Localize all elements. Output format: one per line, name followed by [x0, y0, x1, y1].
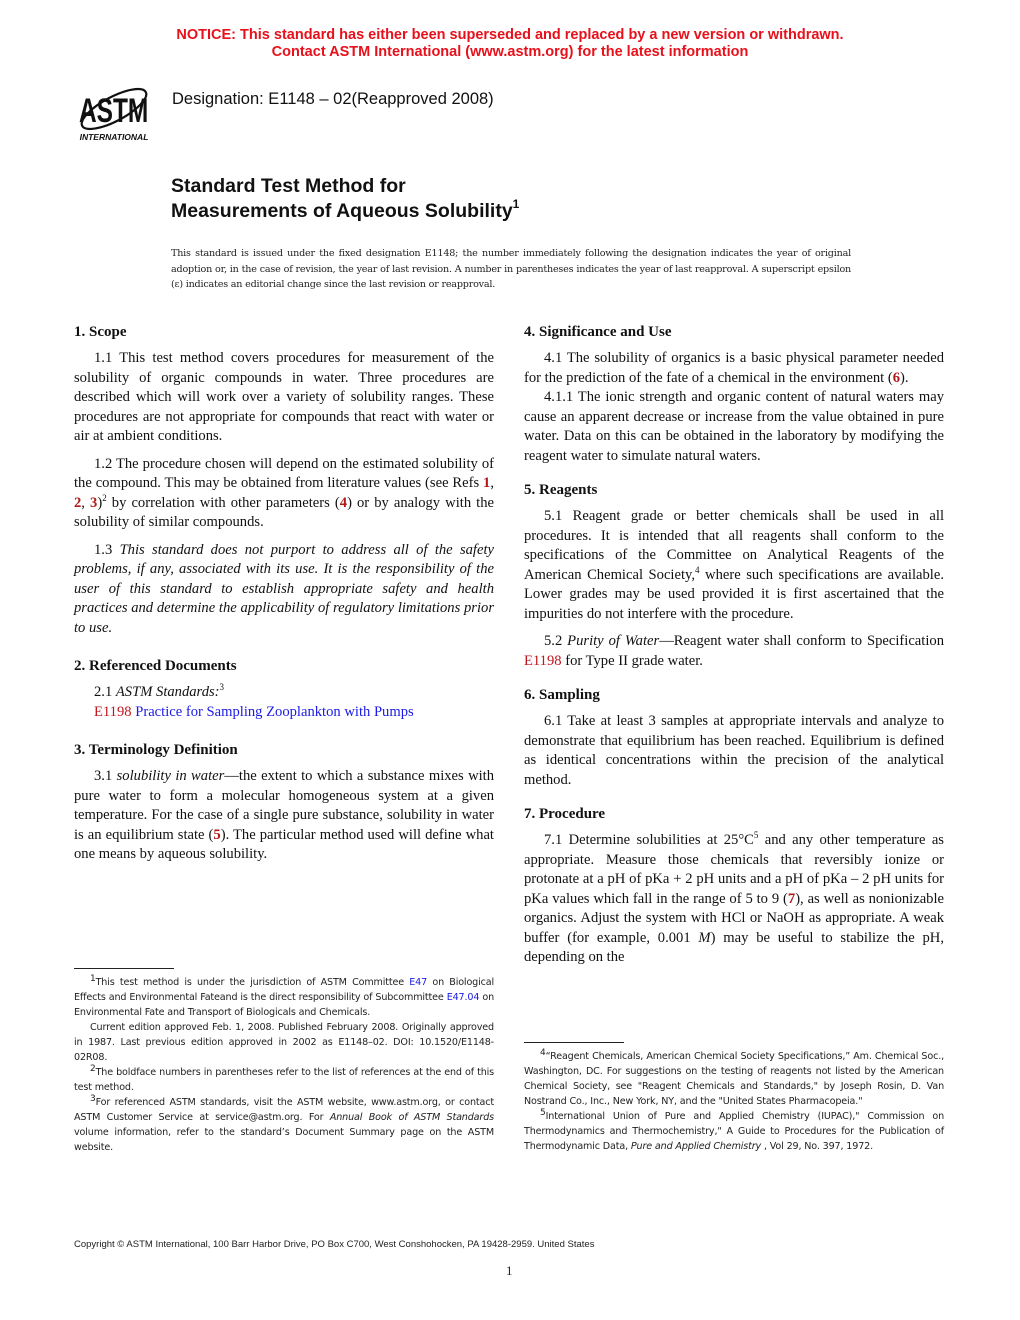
para-1-3: 1.3 This standard does not purport to address all of the safety problems, if any, associated with its use. It is the responsibility of the user of this standard to establish appropriate safety and health practices and determine the applicability of regulatory limitations prior to use.	[74, 541, 494, 636]
footnote-5: $^5$International Union of Pure and Applied Chemistry (IUPAC)," Commission on Thermodynamics and Thermochemistry," A Guide to Procedures for the Publication of Thermodynamic Data, Pure and Applied Chemistry , Vol 29, No. 397, 1972.	[524, 1107, 944, 1152]
ref-link-4[interactable]: 4	[339, 494, 348, 511]
svg-text:ASTM: ASTM	[78, 92, 149, 131]
para-4-1-1: 4.1.1 The ionic strength and organic content of natural waters may cause an apparent decrease or increase from the value obtained in pure water. Data on this can be obtained in the laboratory by modifying the reagent water to simulate natural waters.	[524, 389, 944, 464]
section-heading-sampling: 6. Sampling	[524, 687, 600, 703]
para-5-1: 5.1 Reagent grade or better chemicals shall be used in all procedures. It is intended that all reagents shall conform to the specifications of the Committee on Analytical Reagents of the American Chemical Society,$^4$ where such specifications are available. Lower grades may be used provided it is first ascertained that the impurities do not interfere with the procedure.	[524, 508, 944, 622]
doc-title-link[interactable]: Practice for Sampling Zooplankton with Pumps	[135, 703, 414, 720]
spec-link-e1198[interactable]: E1198	[524, 652, 562, 669]
footnote-1-edition: Current edition approved Feb. 1, 2008. Published February 2008. Originally approved in 1987. Last previous edition approved in 2002 as E1148–02. DOI: 10.1520/E1148-02R08.	[74, 1022, 494, 1063]
footnote-4: $^4$“Reagent Chemicals, American Chemical Society Specifications,” Am. Chemical Soc., Washington, DC. For suggestions on the testing of reagents not listed by the American Chemical Society, see "Reagent Chemicals and Standards," by Joseph Rosin, D. Van Nostrand Co., Inc., New York, NY, and the "United States Pharmacopeia."	[524, 1047, 944, 1107]
footnote-mark-4[interactable]: 4	[695, 564, 700, 575]
ref-link-2[interactable]: 2	[74, 494, 82, 511]
section-heading-reagents: 5. Reagents	[524, 482, 598, 498]
document-title	[171, 174, 519, 224]
footnote-divider-left	[74, 968, 174, 969]
ref-link-1[interactable]: 1	[483, 475, 491, 491]
section-heading-procedure: 7. Procedure	[524, 806, 606, 822]
ref-link-3[interactable]: 3	[90, 494, 98, 511]
ref-link-5[interactable]: 5	[213, 826, 221, 843]
para-5-2: 5.2 Purity of Water—Reagent water shall conform to Specification E1198 for Type II grade water.	[524, 633, 944, 669]
left-column	[74, 322, 494, 873]
para-4-1: 4.1 The solubility of organics is a basic physical parameter needed for the prediction of the fate of a chemical in the environment (6).	[524, 350, 944, 386]
footnote-2: $^2$The boldface numbers in parentheses refer to the list of references at the end of this test method.	[74, 1063, 494, 1093]
footnote-mark-3[interactable]: 3	[219, 682, 225, 693]
para-3-1: 3.1 solubility in water—the extent to which a substance mixes with pure water to form a molecular homogeneous system at a given temperature. For the case of a single pure substance, solubility in water is an equilibrium state (5). The particular method used will define what one means by aqueous solubility.	[74, 768, 495, 862]
footnote-divider-right	[524, 1042, 624, 1043]
footnote-mark-2[interactable]: 2	[102, 492, 107, 503]
svg-text:INTERNATIONAL: INTERNATIONAL	[79, 132, 149, 142]
footnotes-right	[524, 1049, 944, 1154]
para-2-1: 2.1 ASTM Standards:$^3$	[94, 682, 225, 700]
section-heading-significance: 4. Significance and Use	[524, 324, 672, 340]
title-line-1: Standard Test Method for	[171, 175, 406, 197]
committee-link-e47[interactable]: E47	[409, 977, 428, 988]
right-column	[524, 322, 944, 976]
designation: Designation: E1148 – 02(Reapproved 2008)	[172, 90, 494, 108]
para-1-2: 1.2 The procedure chosen will depend on the estimated solubility of the compound. This may be obtained from literature values (see Refs 1, 2, 3)$^2$ by correlation with other parameters (4) or by analogy with the solubility of similar compounds.	[74, 455, 495, 530]
section-heading-scope: 1. Scope	[74, 324, 127, 340]
para-6-1: 6.1 Take at least 3 samples at appropriate intervals and analyze to demonstrate that equilibrium has been reached. Equilibrium is defined as identical concentrations within the precision of the analytical method.	[524, 713, 944, 788]
ref-link-6[interactable]: 6	[892, 369, 901, 386]
preamble: This standard is issued under the fixed designation E1148; the number immediately following the designation indicates the year of original adoption or, in the case of revision, the year of last revision. A number in parentheses indicates the year of last reapproval. A superscript epsilon (ε) indicates an editorial change since the last revision or reapproval.	[171, 248, 851, 290]
page-number: 1	[506, 1263, 513, 1278]
footnote-mark-5[interactable]: 5	[753, 830, 759, 841]
notice-line-1: NOTICE: This standard has either been superseded and replaced by a new version or withdrawn.	[176, 27, 844, 43]
title-footnote-mark[interactable]: 1	[512, 196, 520, 211]
title-line-2: Measurements of Aqueous Solubility$^1$	[171, 196, 520, 222]
doc-code-link[interactable]: E1198	[94, 703, 132, 720]
footnote-1: $^1$This test method is under the jurisdiction of ASTM Committee E47 on Biological Effects and Environmental Fateand is the direct responsibility of Subcommittee E47.04 on Environmental Fate and Transport of Biologicals and Chemicals.	[74, 973, 494, 1018]
referenced-document-e1198[interactable]	[74, 703, 494, 723]
copyright-footer: Copyright © ASTM International, 100 Barr Harbor Drive, PO Box C700, West Conshohocken, PA 19428-2959. United States	[74, 1239, 595, 1250]
para-1-1: 1.1 This test method covers procedures for measurement of the solubility of organic compounds in water. Three procedures are described which will work over a variety of solubility ranges. These procedures are not appropriate for compounds that react with water or air at ambient conditions.	[74, 350, 494, 444]
para-7-1: 7.1 Determine solubilities at $25^\circ C^5$ and any other temperature as appropriate. Measure those chemicals that reversibly ionize or protonate at a pH of pKa + 2 pH units and a pH of pKa – 2 pH units for pKa values which fall in the range of 5 to 9 (7), as well as nonionizable organics. Adjust the system with HCl or NaOH as appropriate. A weak buffer (for example, 0.001 M) may be useful to stabilize the pH, depending on the	[524, 830, 945, 965]
astm-logo	[74, 76, 162, 144]
astm-logo-icon	[74, 76, 162, 144]
ref-link-7[interactable]: 7	[787, 890, 796, 907]
section-heading-terminology: 3. Terminology Definition	[74, 742, 238, 758]
subcommittee-link-e47-04[interactable]: E47.04	[446, 992, 480, 1003]
footnote-3: $^3$For referenced ASTM standards, visit the ASTM website, www.astm.org, or contact ASTM Customer Service at service@astm.org. For Annual Book of ASTM Standards volume information, refer to the standard’s Document Summary page on the ASTM website.	[74, 1093, 494, 1153]
footnotes-left	[74, 975, 494, 1155]
notice-line-2: Contact ASTM International (www.astm.org) for the latest information	[271, 44, 749, 60]
withdrawal-notice	[0, 27, 1020, 61]
section-heading-referenced-documents: 2. Referenced Documents	[74, 658, 237, 674]
